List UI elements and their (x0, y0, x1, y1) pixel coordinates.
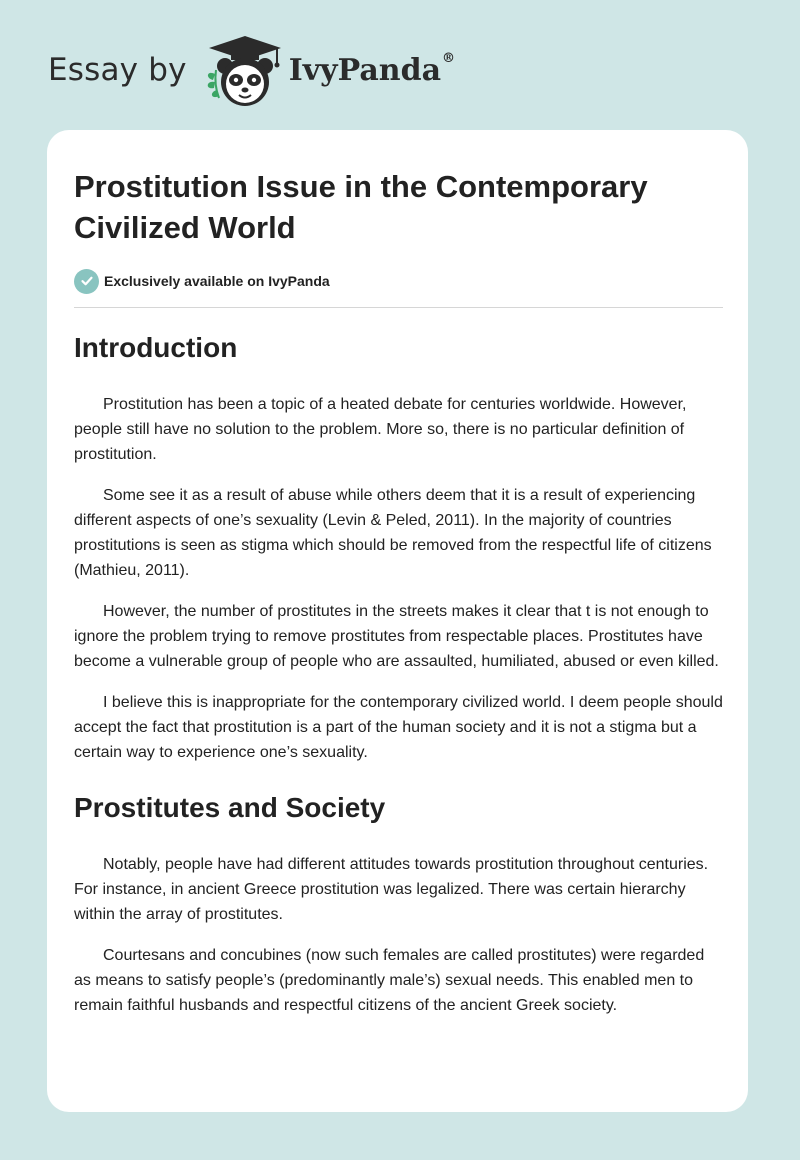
section-heading-introduction: Introduction (74, 332, 238, 363)
title-divider (74, 307, 723, 308)
paragraph: Prostitution has been a topic of a heated debate for centuries worldwide. However, people still have no solution to the problem. More so, there is no particular definition of prostitution. (74, 396, 687, 463)
panda-graduate-icon (201, 30, 283, 110)
check-circle-icon (74, 269, 99, 294)
exclusive-badge (74, 268, 724, 294)
registered-mark: ® (442, 50, 456, 66)
essay-card (47, 130, 748, 1112)
essay-title: Prostitution Issue in the Contemporary Civilized World (74, 169, 648, 245)
section-heading-prostitutes-and-society: Prostitutes and Society (74, 792, 386, 823)
paragraph: Some see it as a result of abuse while others deem that it is a result of experiencing different aspects of one’s sexuality (Levin & Peled, 2011). In the majority of countries prostitutions is seen as stigma which should be removed from the respectful life of citizens (Mathieu, 2011). (74, 487, 712, 579)
paragraph: I believe this is inappropriate for the contemporary civilized world. I deem people should accept the fact that prostitution is a part of the human society and it is not a stigma but a certain way to experience one’s sexuality. (74, 694, 723, 761)
site-header (48, 30, 455, 110)
brand-name: IvyPanda® (288, 50, 456, 88)
ivypanda-logo[interactable] (201, 30, 455, 110)
paragraph: However, the number of prostitutes in the streets makes it clear that t is not enough to ignore the problem trying to remove prostitutes from respectable places. Prostitutes have become a vulnerable group of people who are assaulted, humiliated, abused or even killed. (74, 603, 719, 670)
paragraph: Notably, people have had different attitudes towards prostitution throughout centuries. For instance, in ancient Greece prostitution was legalized. There was certain hierarchy within the array of prostitutes. (74, 856, 709, 923)
essay-content (74, 166, 724, 1018)
exclusive-badge-label: Exclusively available on IvyPanda (104, 273, 330, 289)
paragraph: Courtesans and concubines (now such females are called prostitutes) were regarded as means to satisfy people’s (predominantly male’s) sexual needs. This enabled men to remain faithful husbands and respectful citizens of the ancient Greek society. (74, 947, 705, 1014)
essay-by-label: Essay by (48, 52, 187, 88)
